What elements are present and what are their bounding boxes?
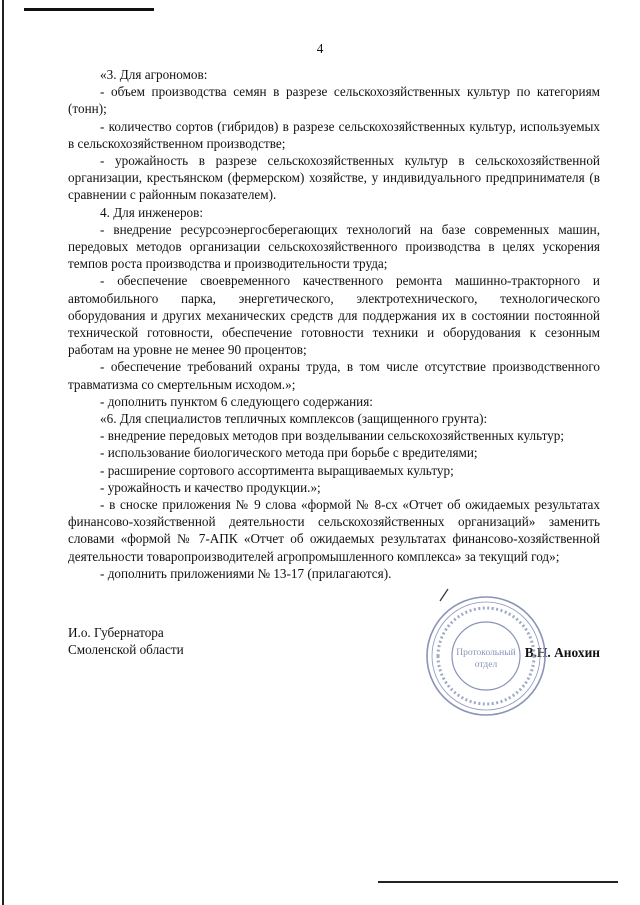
- official-seal-stamp: [424, 594, 548, 718]
- paragraph: - внедрение ресурсоэнергосберегающих технологий на базе современных машин, передовых методов организации сельскохозяйственного производства в целях ускорения темпов роста производства и производительности труда;: [68, 221, 600, 272]
- paragraph: «3. Для агрономов:: [100, 67, 208, 82]
- paragraph: - обеспечение своевременного качественного ремонта машинно-тракторного и автомобильного парка, энергетического, электротехнического, технологического оборудования и других механических средств для поддержания их в состоянии постоянной технической готовности, обеспечение готовности техники и оборудования к сезонным работам на уровне не менее 90 процентов;: [68, 273, 600, 358]
- paragraph: - расширение сортового ассортимента выращиваемых культур;: [100, 462, 454, 478]
- stamp-text-line-1: Протокольный: [456, 648, 516, 658]
- paragraph: - объем производства семян в разрезе сельскохозяйственных культур по категориям (тонн);: [68, 84, 600, 117]
- paragraph: - обеспечение требований охраны труда, в том числе отсутствие производственного травматизма со смертельным исходом.»;: [68, 359, 600, 392]
- scan-edge-top: [24, 8, 154, 11]
- paragraph: - урожайность и качество продукции.»;: [100, 479, 321, 495]
- paragraph: - дополнить пунктом 6 следующего содержания:: [100, 393, 373, 409]
- paragraph: - использование биологического метода при борьбе с вредителями;: [100, 445, 478, 461]
- signatory-name: В.Н. Анохин: [524, 645, 600, 660]
- paragraph: «6. Для специалистов тепличных комплексов (защищенного грунта):: [100, 411, 488, 427]
- scan-edge-left: [2, 0, 4, 905]
- paragraph: 4. Для инженеров:: [100, 204, 204, 220]
- page-number: 4: [316, 41, 324, 56]
- document-body: [68, 66, 600, 582]
- scan-edge-bottom: [378, 881, 618, 883]
- paragraph: - внедрение передовых методов при возделывании сельскохозяйственных культур;: [100, 428, 565, 444]
- signatory-title-line-2: Смоленской области: [68, 642, 184, 658]
- signatory-title-line-1: И.о. Губернатора: [68, 625, 164, 640]
- paragraph: - урожайность в разрезе сельскохозяйственных культур в сельскохозяйственной организации, крестьянском (фермерском) хозяйстве, у индивидуального предпринимателя (в сравнении с районным показателем).: [68, 153, 600, 203]
- stamp-text-line-2: отдел: [474, 660, 498, 670]
- paragraph: - дополнить приложениями № 13-17 (прилагаются).: [100, 565, 392, 581]
- paragraph: - количество сортов (гибридов) в разрезе сельскохозяйственных культур, используемых в сельскохозяйственном производстве;: [68, 118, 600, 151]
- paragraph: - в сноске приложения № 9 слова «формой № 8-сх «Отчет об ожидаемых результатах финансово-хозяйственной деятельности сельскохозяйственных организаций» заменить словами «формой № 7-АПК «Отчет об ожидаемых результатах финансово-хозяйственной деятельности товаропроизводителей агропромышленного комплекса» за текущий год»;: [68, 497, 600, 564]
